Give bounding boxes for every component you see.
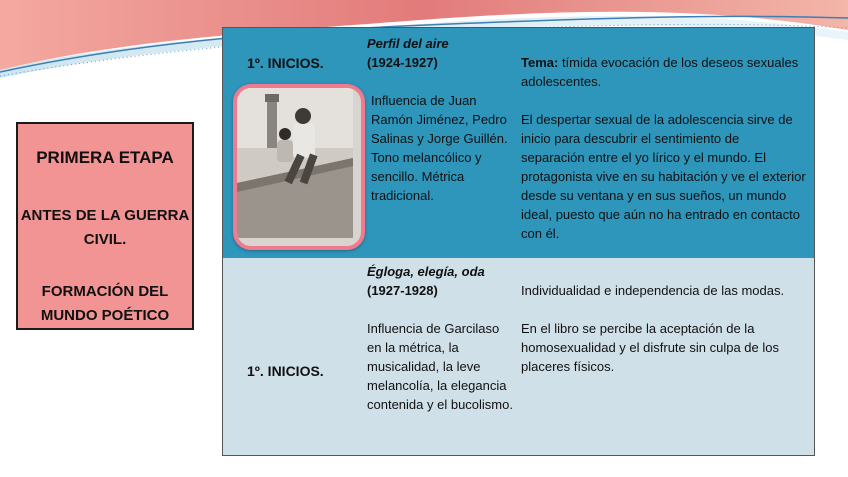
table-row: [223, 258, 814, 456]
book-years: (1924-1927): [367, 55, 438, 70]
stage-summary-box: [16, 122, 194, 330]
author-photo: [233, 84, 365, 250]
book-influence: Influencia de Juan Ramón Jiménez, Pedro Salinas y Jorge Guillén. Tono melancólico y sencillo. Métrica tradicional.: [371, 93, 508, 203]
stage-title: PRIMERA ETAPA: [36, 148, 174, 167]
theme-description: El despertar sexual de la adolescencia sirve de inicio para descubrir el sentimiento de separación entre el yo lírico y el mundo. El protagonista vive en su habitación y ve el exterior desde su ventana y en sus sueños, un mundo ideal, puesto que aún no ha entrado en contacto con él.: [521, 112, 806, 241]
work-info: [367, 34, 515, 205]
theme-text: Tema: tímida evocación de los deseos sexuales adolescentes.: [521, 55, 799, 89]
work-theme: [521, 281, 791, 376]
stage-subtitle-2: FORMACIÓN DEL MUNDO POÉTICO: [40, 283, 170, 324]
book-title: Perfil del aire: [367, 36, 449, 51]
work-info: [367, 262, 515, 414]
work-theme: [521, 53, 806, 243]
works-table: [222, 27, 815, 456]
table-row: [223, 28, 814, 258]
theme-description: En el libro se percibe la aceptación de la homosexualidad y el disfrute sin culpa de los placeres físicos.: [521, 321, 779, 374]
book-influence: Influencia de Garcilaso en la métrica, la musicalidad, la leve melancolía, la elegancia contenida y el bucolismo.: [367, 321, 513, 412]
stage-label: 1º. INICIOS.: [247, 363, 324, 379]
book-title: Égloga, elegía, oda: [367, 264, 485, 279]
theme-label: Tema:: [521, 55, 559, 70]
theme-text: Individualidad e independencia de las modas.: [521, 283, 785, 298]
stage-subtitle: ANTES DE LA GUERRA CIVIL.: [20, 207, 190, 248]
book-years: (1927-1928): [367, 283, 438, 298]
author-photo-image: [237, 88, 353, 238]
stage-label: 1º. INICIOS.: [247, 55, 324, 71]
